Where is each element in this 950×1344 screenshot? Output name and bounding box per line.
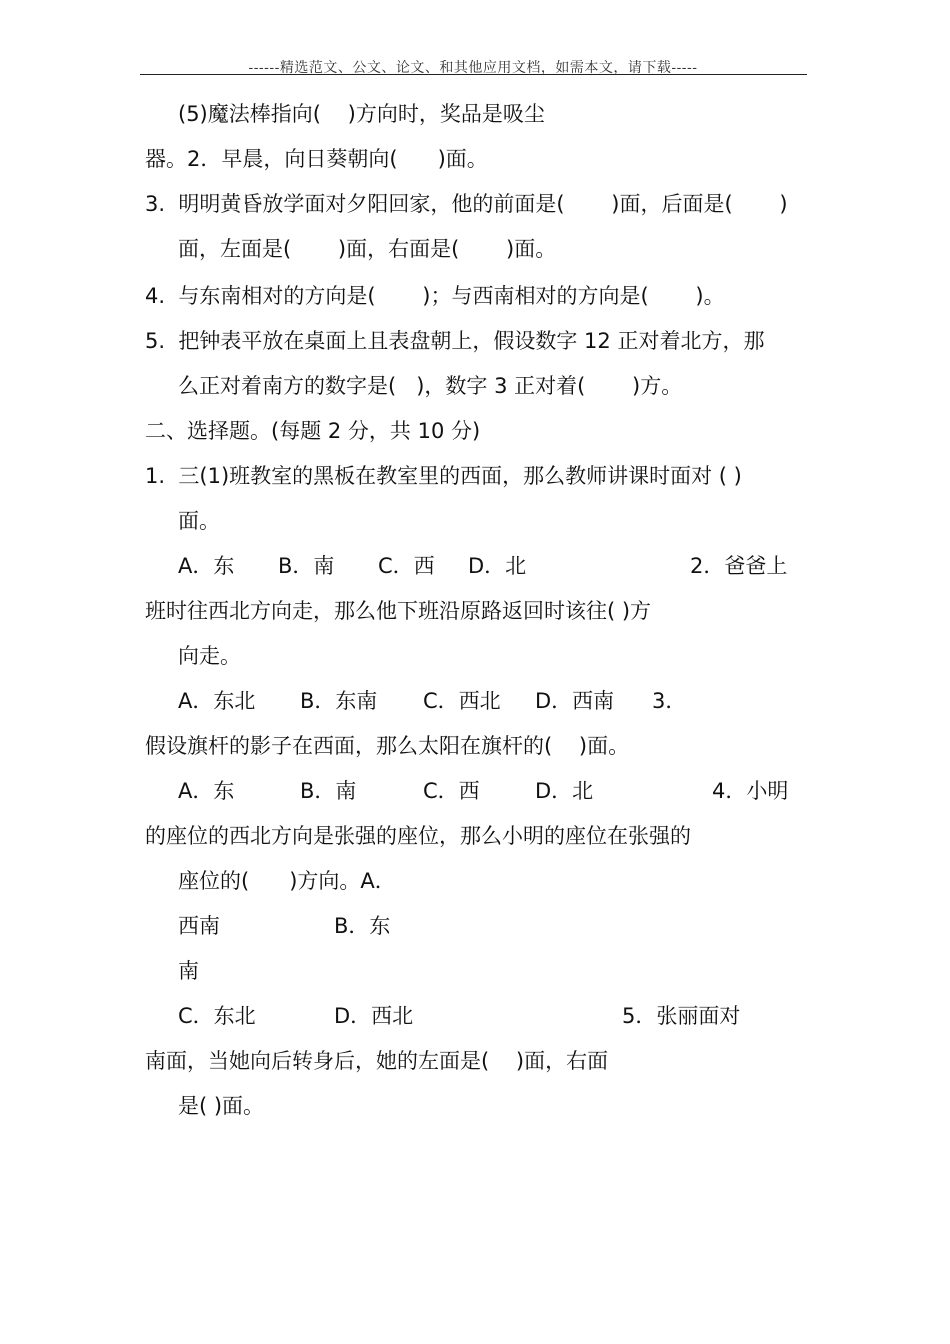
text-line: 1. 三(1)班教室的黑板在教室里的西面，那么教师讲课时面对 ( ): [145, 464, 742, 488]
text-line: 假设旗杆的影子在西面，那么太阳在旗杆的( )面。: [145, 734, 630, 758]
choice-option: C．东北: [178, 1004, 256, 1028]
choice-option: C．西: [378, 554, 435, 578]
page-header: ------精选范文、公文、论文、和其他应用文档，如需本文，请下载-----: [248, 60, 698, 76]
choice-option: C．西北: [423, 689, 501, 713]
header-divider: [140, 74, 807, 75]
text-line: 的座位的西北方向是张强的座位，那么小明的座位在张强的: [145, 824, 691, 848]
choice-option: D．西南: [535, 689, 615, 713]
choice-option: B．南: [300, 779, 357, 803]
choice-option: A．东: [178, 554, 235, 578]
choice-option: A．东北: [178, 689, 256, 713]
text-line: 器。2．早晨，向日葵朝向( )面。: [145, 147, 488, 171]
choice-option: 西南: [178, 914, 220, 938]
choice-option: D．北: [468, 554, 527, 578]
choice-option: D．西北: [334, 1004, 414, 1028]
text-line: 3. 明明黄昏放学面对夕阳回家，他的前面是( )面，后面是( ): [145, 192, 788, 216]
text-line: 南面，当她向后转身后，她的左面是( )面，右面: [145, 1049, 609, 1073]
text-line: 么正对着南方的数字是( )，数字 3 正对着( )方。: [178, 374, 683, 398]
text-line: 面。: [178, 509, 220, 533]
text-line: 4. 与东南相对的方向是( )；与西南相对的方向是( )。: [145, 284, 725, 308]
choice-option: B．南: [278, 554, 335, 578]
choice-option: B．东: [334, 914, 391, 938]
text-line: 南: [178, 959, 199, 983]
text-line: 座位的( )方向。A．: [178, 869, 396, 893]
text-line: 5．张丽面对: [622, 1004, 741, 1028]
choice-option: D．北: [535, 779, 594, 803]
text-line: 向走。: [178, 644, 241, 668]
text-line: 班时往西北方向走，那么他下班沿原路返回时该往( )方: [145, 599, 652, 623]
text-line: 2．爸爸上: [690, 554, 788, 578]
text-line: 面，左面是( )面，右面是( )面。: [178, 237, 557, 261]
text-line: (5)魔法棒指向( )方向时，奖品是吸尘: [178, 102, 545, 126]
text-line: 4．小明: [712, 779, 789, 803]
text-line: 是( )面。: [178, 1094, 265, 1118]
text-line: 3．: [652, 689, 687, 713]
choice-option: A．东: [178, 779, 235, 803]
section-heading: 二、选择题。(每题 2 分，共 10 分): [145, 419, 481, 443]
choice-option: B．东南: [300, 689, 378, 713]
text-line: 5. 把钟表平放在桌面上且表盘朝上，假设数字 12 正对着北方，那: [145, 329, 765, 353]
choice-option: C．西: [423, 779, 480, 803]
